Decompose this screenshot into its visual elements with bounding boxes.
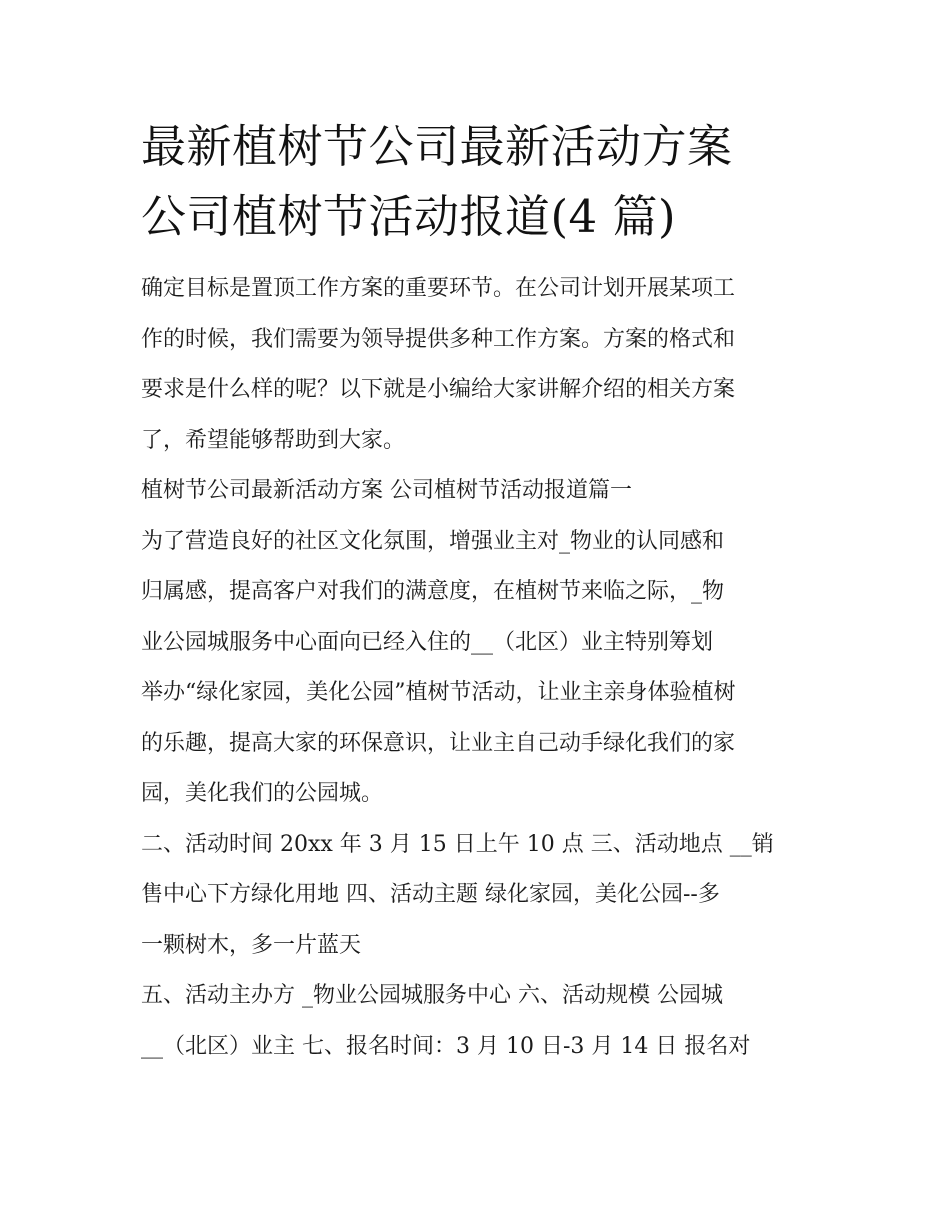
intro-line-3: 要求是什么样的呢？以下就是小编给大家讲解介绍的相关方案 (141, 377, 736, 402)
intro-line-4: 了，希望能够帮助到大家。 (141, 427, 406, 453)
details-line-2: 售中心下方绿化用地 四、活动主题 绿化家园，美化公园--多 (141, 882, 720, 907)
intro-line-1: 确定目标是置顶工作方案的重要环节。在公司计划开展某项工 (141, 276, 736, 301)
details-line-4: 五、活动主办方 _物业公园城服务中心 六、活动规模 公园城 (141, 983, 723, 1008)
details-line-1: 二、活动时间 20xx 年 3 月 15 日上午 10 点 三、活动地点 __销 (141, 831, 774, 857)
document-body (141, 264, 813, 1072)
section-heading: 植树节公司最新活动方案 公司植树节活动报道篇一 (141, 478, 632, 503)
paragraph-line-4: 举办“绿化家园，美化公园”植树节活动，让业主亲身体验植树 (141, 680, 736, 705)
document-title (141, 112, 813, 252)
title-line-1: 最新植树节公司最新活动方案 (141, 120, 733, 173)
details-line-3: 一颗树木，多一片蓝天 (141, 932, 362, 958)
document-page (141, 112, 813, 1072)
paragraph-line-5: 的乐趣，提高大家的环保意识，让业主自己动手绿化我们的家 (141, 730, 736, 756)
title-line-2: 公司植树节活动报道(4 篇) (141, 190, 677, 243)
details-line-5: __（北区）业主 七、报名时间：3 月 10 日-3 月 14 日 报名对 (141, 1033, 751, 1059)
paragraph-line-2: 归属感，提高客户对我们的满意度，在植树节来临之际，_物 (141, 579, 725, 604)
paragraph-line-1: 为了营造良好的社区文化氛围，增强业主对_物业的认同感和 (141, 528, 725, 554)
paragraph-line-6: 园，美化我们的公园城。 (141, 781, 384, 806)
paragraph-line-3: 业公园城服务中心面向已经入住的__（北区）业主特别筹划 (141, 629, 714, 655)
intro-line-2: 作的时候，我们需要为领导提供多种工作方案。方案的格式和 (141, 326, 736, 352)
